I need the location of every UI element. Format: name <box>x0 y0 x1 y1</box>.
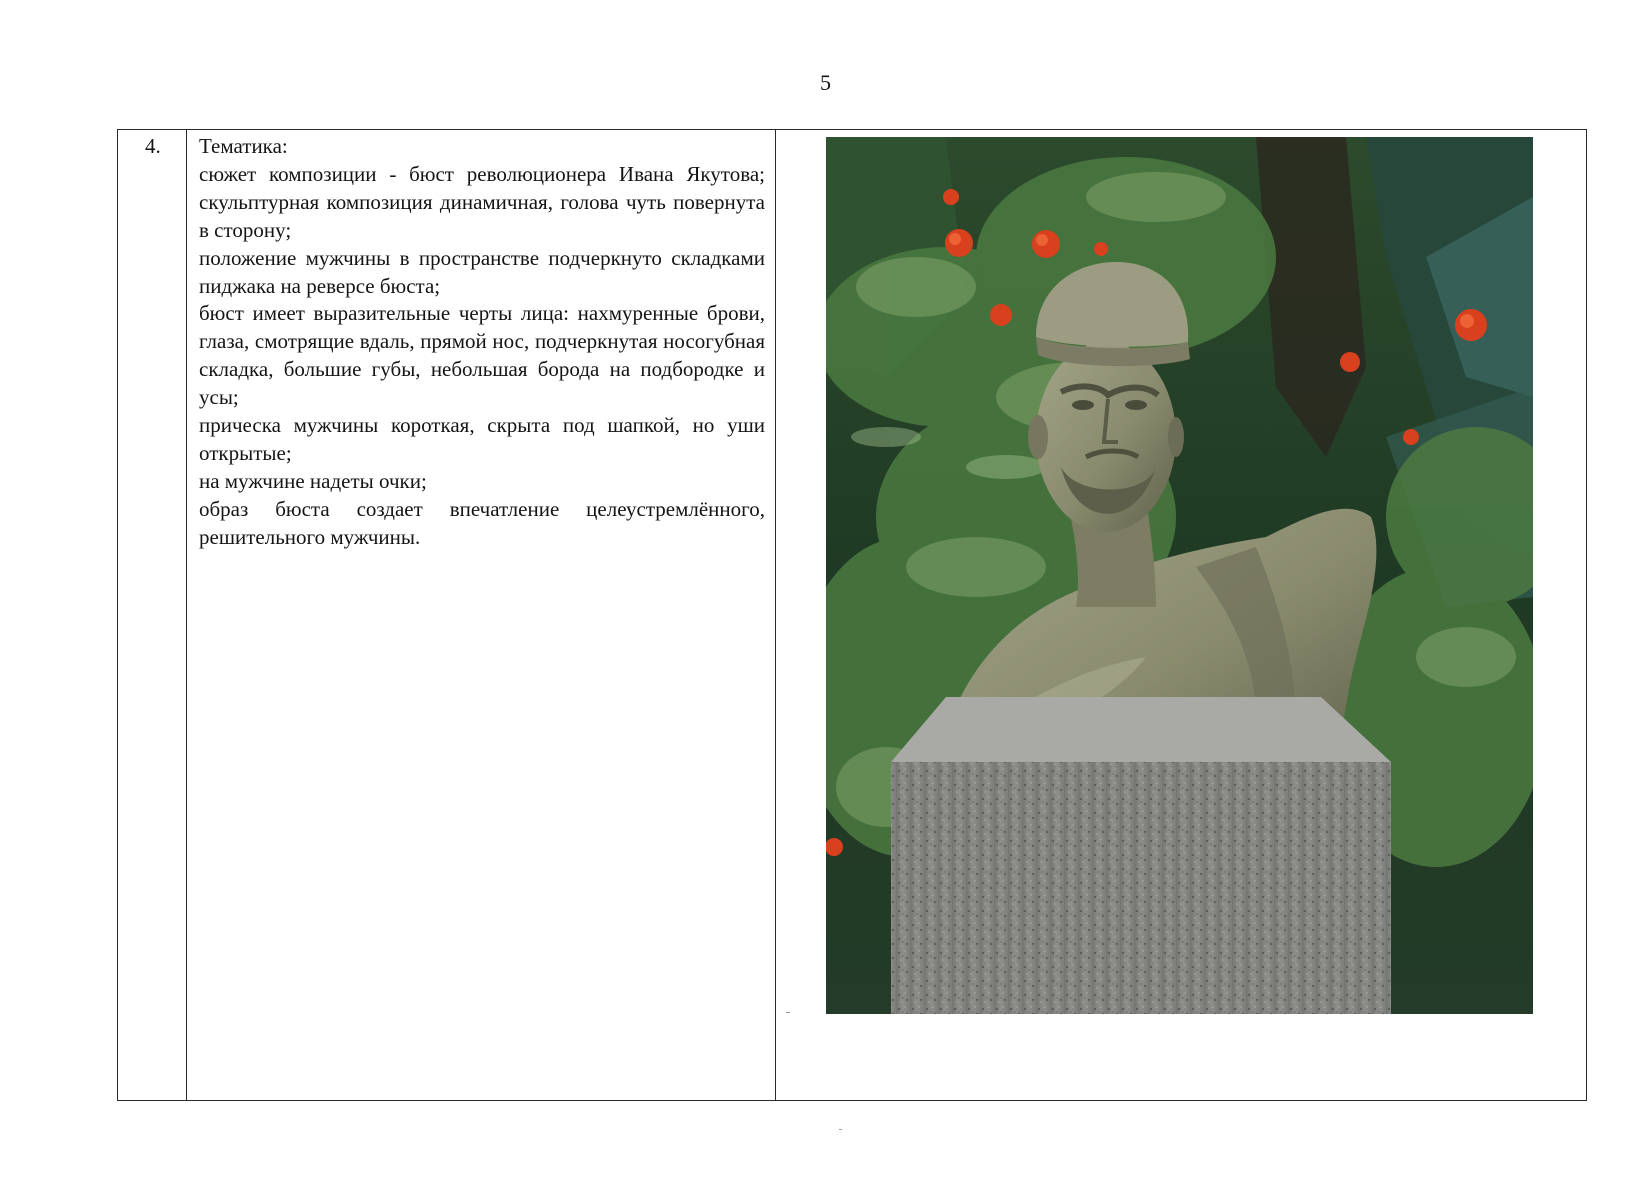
description-table <box>117 129 1587 1101</box>
page-number: 5 <box>820 70 831 95</box>
bust-photo <box>826 137 1533 1014</box>
paragraph-face: бюст имеет выразительные черты лица: нахмуренные брови, глаза, смотрящие вдаль, прямой нос, подчеркнутая носогубная складка, большие губы, небольшая борода на подбородке и усы; <box>199 301 765 410</box>
column-divider-photo <box>775 130 776 1100</box>
bust-photo-image <box>826 137 1533 1014</box>
row-number: 4. <box>145 134 161 158</box>
scan-speck <box>786 1012 790 1013</box>
paragraph-glasses: на мужчине надеты очки; <box>199 468 427 493</box>
section-heading: Тематика: <box>199 134 288 158</box>
paragraph-position: положение мужчины в пространстве подчеркнуто складками пиджака на реверсе бюста; <box>199 245 765 298</box>
description-cell <box>199 133 765 552</box>
paragraph-hair: прическа мужчины короткая, скрыта под шапкой, но уши открытые; <box>199 413 765 465</box>
paragraph-impression: образ бюста создает впечатление целеустремлённого, решительного мужчины. <box>199 496 765 549</box>
column-divider-number <box>186 130 187 1100</box>
paragraph-subject: сюжет композиции - бюст революционера Ивана Якутова; скульптурная композиция динамичная, голова чуть повернута в сторону; <box>199 161 765 242</box>
scan-speck <box>839 1129 842 1130</box>
